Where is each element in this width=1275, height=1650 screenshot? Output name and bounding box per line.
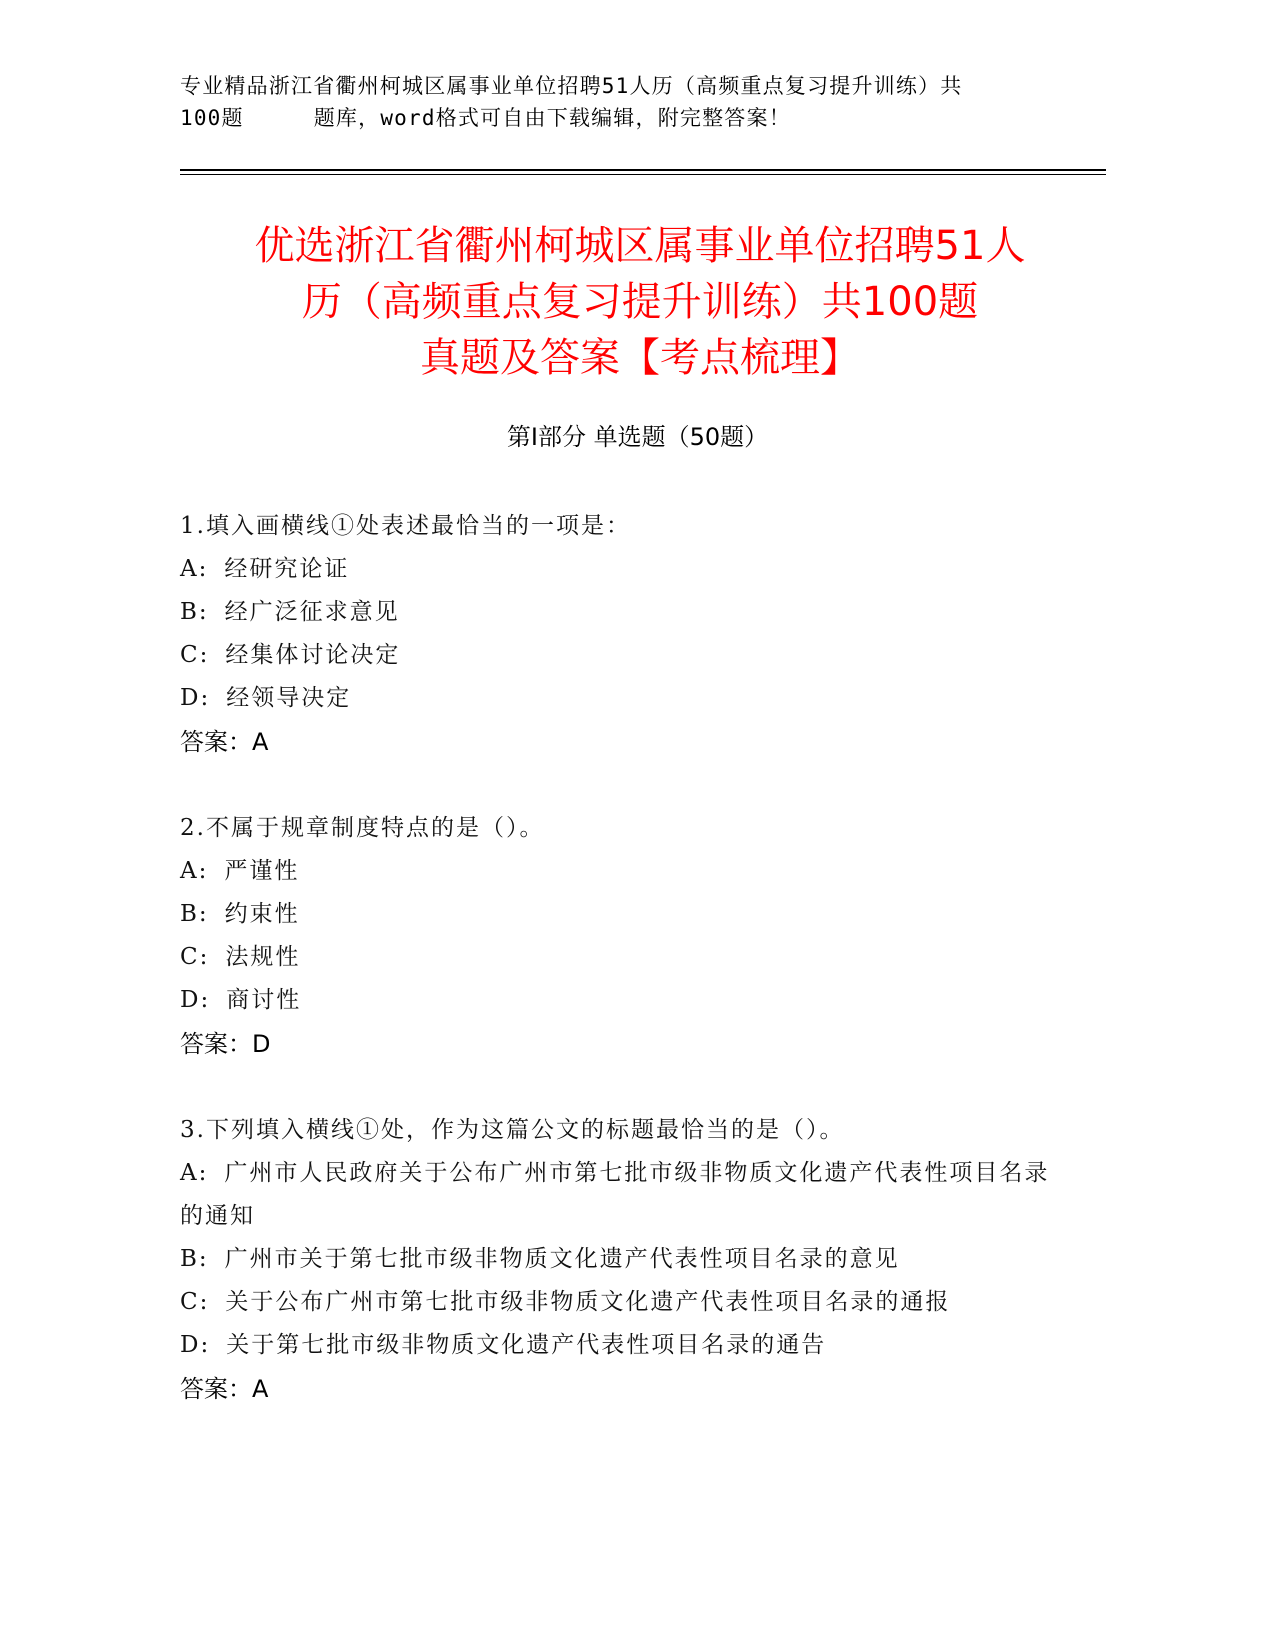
option-label: C: [180, 1289, 210, 1315]
question-list [180, 505, 1060, 1454]
header-line-2-right: 题库，word格式可自由下载编辑，附完整答案！ [313, 106, 791, 130]
header-line-2 [180, 102, 1040, 134]
option-label: D: [180, 987, 211, 1013]
question-3 [180, 1109, 1060, 1411]
option-label: C: [180, 642, 210, 668]
header-line-1: 专业精品浙江省衢州柯城区属事业单位招聘51人历（高频重点复习提升训练）共 [180, 74, 963, 98]
option-d [180, 979, 1060, 1022]
option-label: A: [180, 1160, 209, 1186]
option-label: B: [180, 599, 209, 625]
question-1 [180, 505, 1060, 764]
option-label: B: [180, 1246, 209, 1272]
option-b [180, 591, 1060, 634]
option-label: D: [180, 685, 211, 711]
question-2 [180, 807, 1060, 1066]
document-header [180, 70, 1040, 134]
answer: 答案：D [180, 1030, 271, 1058]
option-label: B: [180, 901, 209, 927]
answer: 答案：A [180, 1375, 269, 1403]
option-text: 约束性 [224, 901, 300, 927]
option-c [180, 634, 1060, 677]
document-title [150, 218, 1130, 386]
option-c [180, 936, 1060, 979]
option-a [180, 548, 1060, 591]
option-text: 关于公布广州市第七批市级非物质文化遗产代表性项目名录的通报 [225, 1289, 951, 1315]
title-line-2: 历（高频重点复习提升训练）共100题 [301, 279, 979, 325]
question-stem: 3.下列填入横线①处，作为这篇公文的标题最恰当的是（）。 [180, 1117, 845, 1143]
question-stem: 1.填入画横线①处表述最恰当的一项是： [180, 513, 631, 539]
header-divider-thin [180, 174, 1106, 175]
option-a [180, 1152, 1060, 1238]
question-stem: 2.不属于规章制度特点的是（）。 [180, 815, 545, 841]
option-label: A: [180, 858, 209, 884]
option-text: 经集体讨论决定 [225, 642, 401, 668]
option-text: 经研究论证 [224, 556, 350, 582]
option-a [180, 850, 1060, 893]
option-text: 经领导决定 [226, 685, 352, 711]
option-label: D: [180, 1332, 211, 1358]
option-label: C: [180, 944, 210, 970]
option-text: 关于第七批市级非物质文化遗产代表性项目名录的通告 [226, 1332, 827, 1358]
option-text: 严谨性 [224, 858, 300, 884]
option-label: A: [180, 556, 209, 582]
option-c [180, 1281, 1060, 1324]
option-text: 法规性 [225, 944, 301, 970]
option-text: 经广泛征求意见 [224, 599, 400, 625]
section-title: 第Ⅰ部分 单选题（50题） [506, 423, 769, 451]
header-divider-thick [180, 169, 1106, 171]
option-text: 商讨性 [226, 987, 302, 1013]
option-b [180, 1238, 1060, 1281]
option-b [180, 893, 1060, 936]
option-text: 广州市人民政府关于公布广州市第七批市级非物质文化遗产代表性项目名录的通知 [180, 1160, 1050, 1229]
title-line-1: 优选浙江省衢州柯城区属事业单位招聘51人 [254, 223, 1026, 269]
answer: 答案：A [180, 728, 269, 756]
option-d [180, 1324, 1060, 1367]
option-text: 广州市关于第七批市级非物质文化遗产代表性项目名录的意见 [224, 1246, 900, 1272]
header-line-2-left: 100题 [180, 106, 244, 130]
title-line-3: 真题及答案【考点梳理】 [420, 335, 860, 381]
option-d [180, 677, 1060, 720]
